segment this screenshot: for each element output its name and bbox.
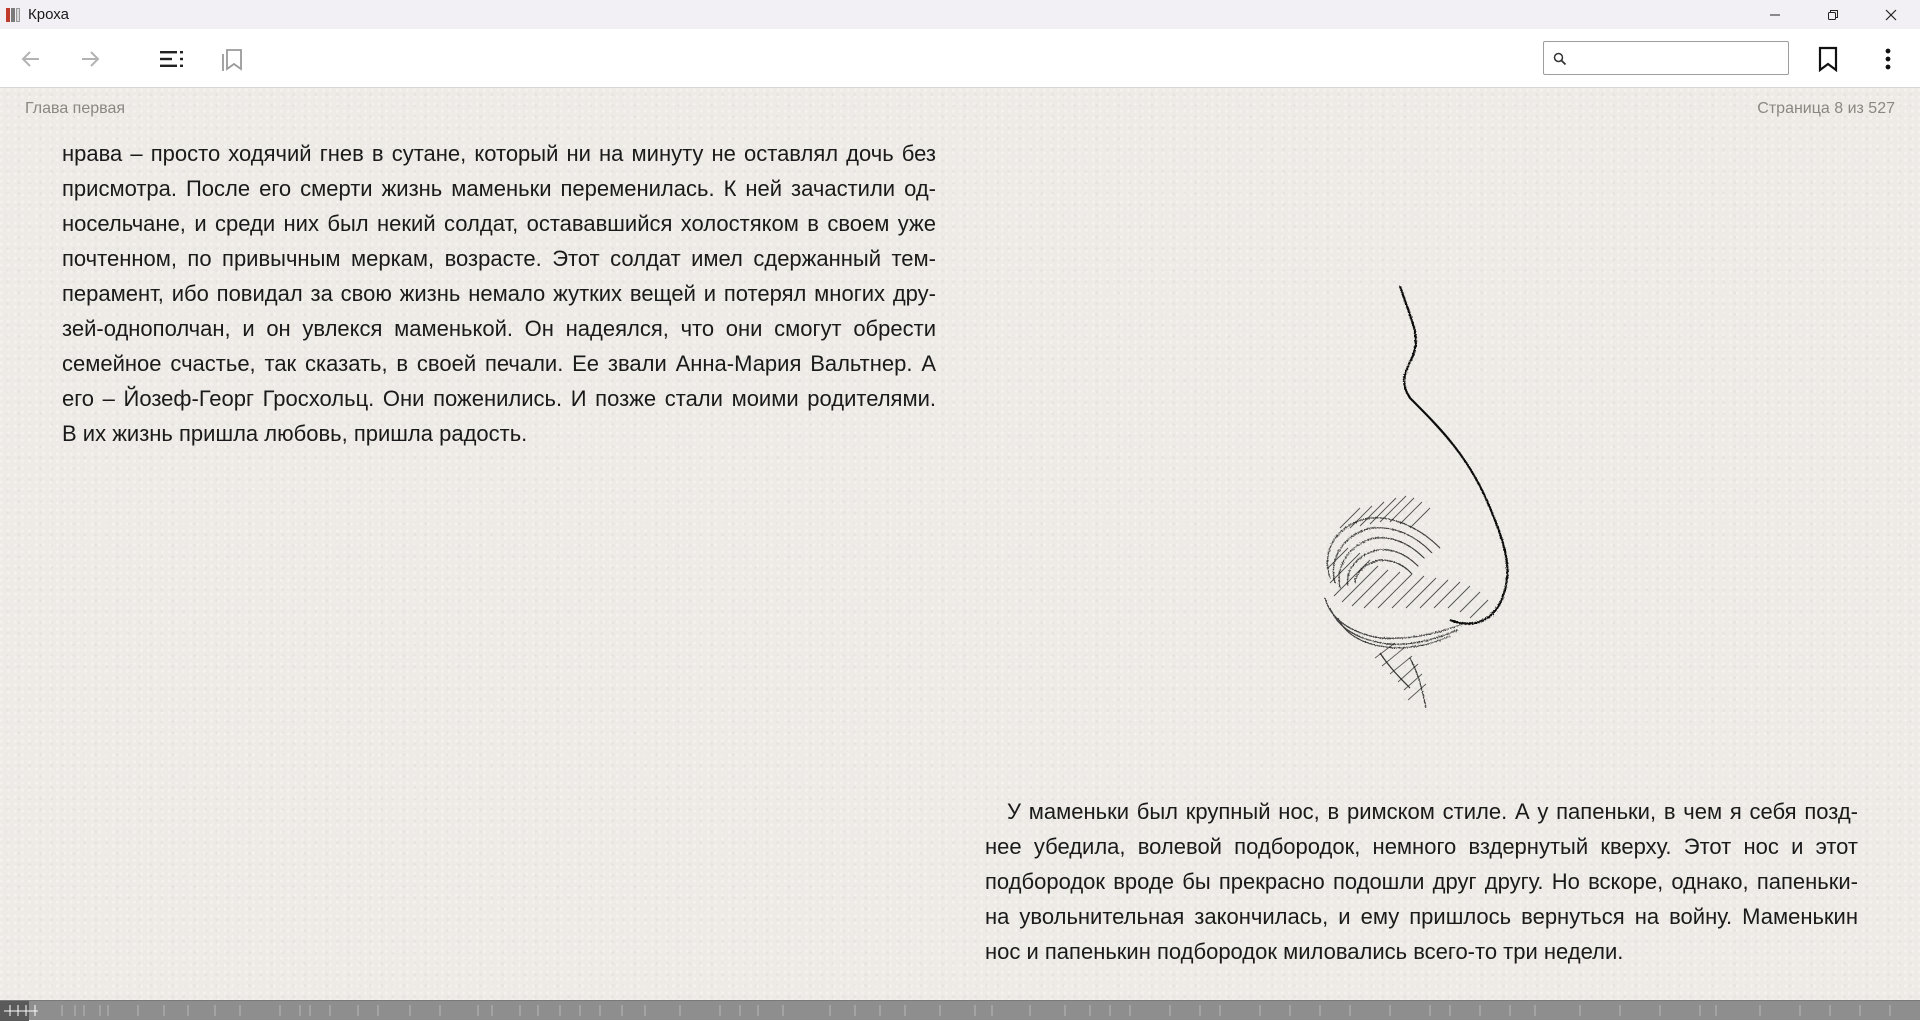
text-line: нрава – просто ходячий гнев в сутане, который ни на минуту не оставлял дочь без	[62, 141, 936, 166]
text-line: подбородок вроде бы прекрасно подошли друг другу. Но вскоре, однако, папеньки-	[985, 869, 1858, 894]
text-line: зей-однополчан, и он увлекся маменькой. Он надеялся, что они смогут обрести	[62, 316, 936, 341]
window-controls	[1746, 0, 1920, 29]
close-button[interactable]	[1862, 0, 1920, 29]
table-of-contents-button[interactable]	[150, 29, 194, 88]
text-line: присмотра. После его смерти жизнь маменьки переменилась. К ней зачастили од-	[62, 176, 936, 201]
back-button[interactable]	[9, 29, 53, 88]
reader-page-area[interactable]	[0, 88, 1920, 1000]
title-bar	[0, 0, 1920, 29]
text-line: семейное счастье, так сказать, в своей печали. Ее звали Анна-Мария Вальтнер. А	[62, 351, 936, 376]
bookmark-icon	[1817, 46, 1839, 72]
forward-button[interactable]	[68, 29, 112, 88]
minimize-button[interactable]	[1746, 0, 1804, 29]
progress-ticks	[0, 1001, 1920, 1021]
text-line: В их жизнь пришла любовь, пришла радость.	[62, 421, 528, 446]
back-arrow-icon	[19, 47, 43, 71]
left-page-text	[62, 136, 936, 451]
add-bookmark-button[interactable]	[1806, 29, 1850, 88]
more-options-button[interactable]	[1866, 29, 1910, 88]
restore-icon	[1827, 9, 1839, 21]
chapter-title: Глава первая	[25, 100, 126, 117]
search-input[interactable]	[1574, 46, 1782, 70]
text-line: нос и папенькин подбородок миловались всего-то три недели.	[985, 939, 1624, 964]
page-indicator: Страница 8 из 527	[1757, 100, 1895, 117]
text-line: У маменьки был крупный нос, в римском стиле. А у папеньки, в чем я себя позд-	[1007, 799, 1858, 824]
right-page-text	[985, 794, 1858, 969]
text-line: его – Йозеф-Георг Гросхольц. Они поженились. И позже стали моими родителями.	[62, 386, 936, 411]
close-icon	[1885, 9, 1897, 21]
reading-progress-bar[interactable]	[0, 1000, 1920, 1020]
text-line: носельчане, и среди них был некий солдат, остававшийся холостяком в своем уже	[62, 211, 936, 236]
text-line: перамент, ибо повидал за свою жизнь немало жутких вещей и потерял многих дру-	[62, 281, 936, 306]
more-vertical-icon	[1884, 47, 1892, 71]
nose-sketch-illustration	[1300, 188, 1620, 708]
reader-toolbar	[0, 29, 1920, 88]
app-books-icon	[4, 6, 22, 24]
text-line: почтенном, по привычным меркам, возрасте. Этот солдат имел сдержанный тем-	[62, 246, 936, 271]
restore-button[interactable]	[1804, 0, 1862, 29]
search-icon	[1553, 52, 1567, 66]
bookmarks-list-button[interactable]	[210, 29, 254, 88]
forward-arrow-icon	[78, 47, 102, 71]
bookmarks-list-icon	[219, 46, 245, 72]
window-title: Кроха	[28, 6, 69, 23]
minimize-icon	[1769, 9, 1781, 21]
search-field[interactable]	[1543, 41, 1789, 75]
text-line: на увольнительная закончилась, и ему пришлось вернуться на войну. Маменькин	[985, 904, 1858, 929]
table-of-contents-icon	[159, 47, 185, 71]
text-line: нее убедила, волевой подбородок, немного вздернутый кверху. Этот нос и этот	[985, 834, 1858, 859]
